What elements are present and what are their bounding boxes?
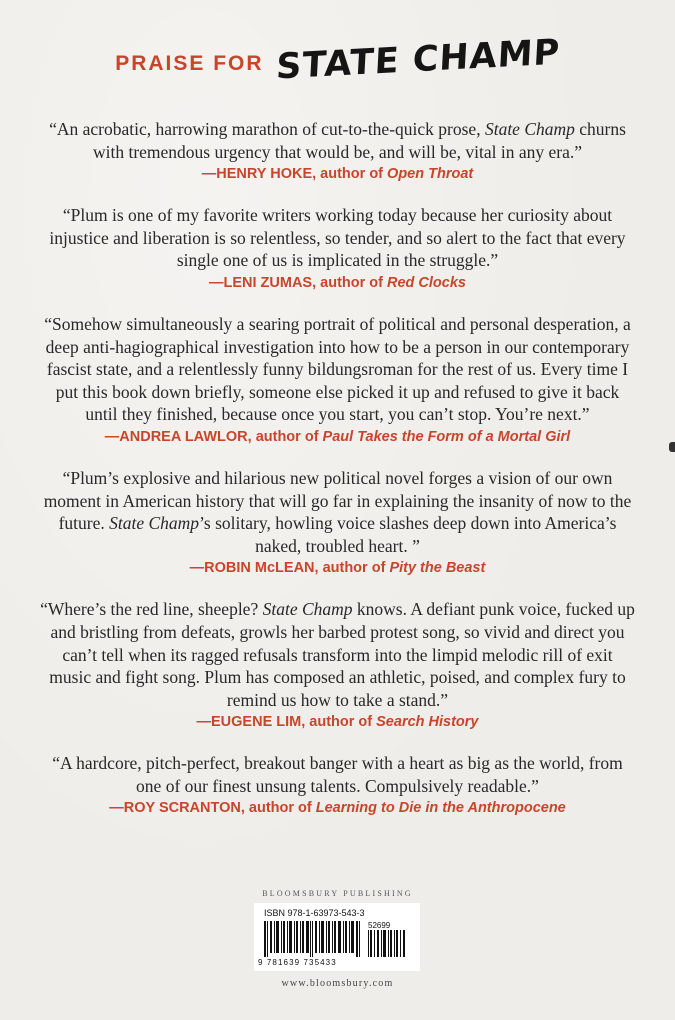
edge-mark [669, 442, 675, 452]
isbn-label: ISBN 978-1-63973-543-3 [264, 908, 365, 918]
blurb-list [40, 118, 635, 838]
praise-header [0, 32, 675, 88]
blurb-quote: “A hardcore, pitch-perfect, breakout banger with a heart as big as the world, from one of our finest unsung talents. Compulsively readable.” [52, 753, 623, 796]
blurb-quote: “An acrobatic, harrowing marathon of cut-to-the-quick prose, State Champ churns with tremendous urgency that would be, and will be, vital in any era.” [49, 119, 626, 162]
blurb-quote: “Somehow simultaneously a searing portrait of political and personal desperation, a deep anti-hagiographical investigation into how to be a person in our contemporary fascist state, and a relentlessly funny bildungsroman for the rest of us. Every time I put this book down briefly, someone else picked it up and refused to give it back until they finished, because once you start, you can’t stop. You’re next.” [44, 313, 631, 425]
blurb-attribution: —ANDREA LAWLOR, author of Paul Takes the Form of a Mortal Girl [104, 428, 571, 445]
blurb [40, 752, 635, 818]
addon-digits: 52699 [368, 921, 391, 930]
blurb-attribution: —EUGENE LIM, author of Search History [196, 714, 479, 731]
blurb-attribution: —LENI ZUMAS, author of Red Clocks [209, 274, 466, 291]
blurb [40, 204, 635, 293]
blurb-quote: “Plum’s explosive and hilarious new political novel forges a vision of our own moment in American history that will go far in explaining the insanity of now to the future. State Champ’s solitary, howling voice slashes deep down into America’s naked, troubled heart. ” [43, 467, 632, 556]
ean-digits: 9 781639 735433 [258, 958, 337, 967]
publisher-url: www.bloomsbury.com [281, 978, 394, 989]
isbn-barcode [254, 903, 420, 971]
blurb [40, 598, 635, 732]
praise-label: PRAISE FOR [115, 52, 264, 75]
blurb [40, 467, 635, 578]
publisher-name: BLOOMSBURY PUBLISHING [262, 889, 413, 898]
blurb-attribution: —HENRY HOKE, author of Open Throat [201, 166, 474, 183]
book-title: STATE CHAMP [274, 32, 561, 88]
blurb [40, 118, 635, 184]
blurb-quote: “Plum is one of my favorite writers working today because her curiosity about injustice and liberation is so relentless, so tender, and so alert to the fact that every single one of us is implicated in the struggle.” [49, 205, 626, 271]
blurb-attribution: —ROBIN McLEAN, author of Pity the Beast [189, 560, 486, 577]
blurb-quote: “Where’s the red line, sheeple? State Champ knows. A defiant punk voice, fucked up and bristling from defeats, growls her barbed protest song, so vivid and direct you can’t tell when its ragged refusals transform into the limpid melodic rill of exit music and fight song. Plum has composed an athletic, poised, and complex fury to remind us how to take a stand.” [40, 599, 635, 710]
blurb [40, 313, 635, 447]
blurb-attribution: —ROY SCRANTON, author of Learning to Die in the Anthropocene [109, 800, 566, 817]
